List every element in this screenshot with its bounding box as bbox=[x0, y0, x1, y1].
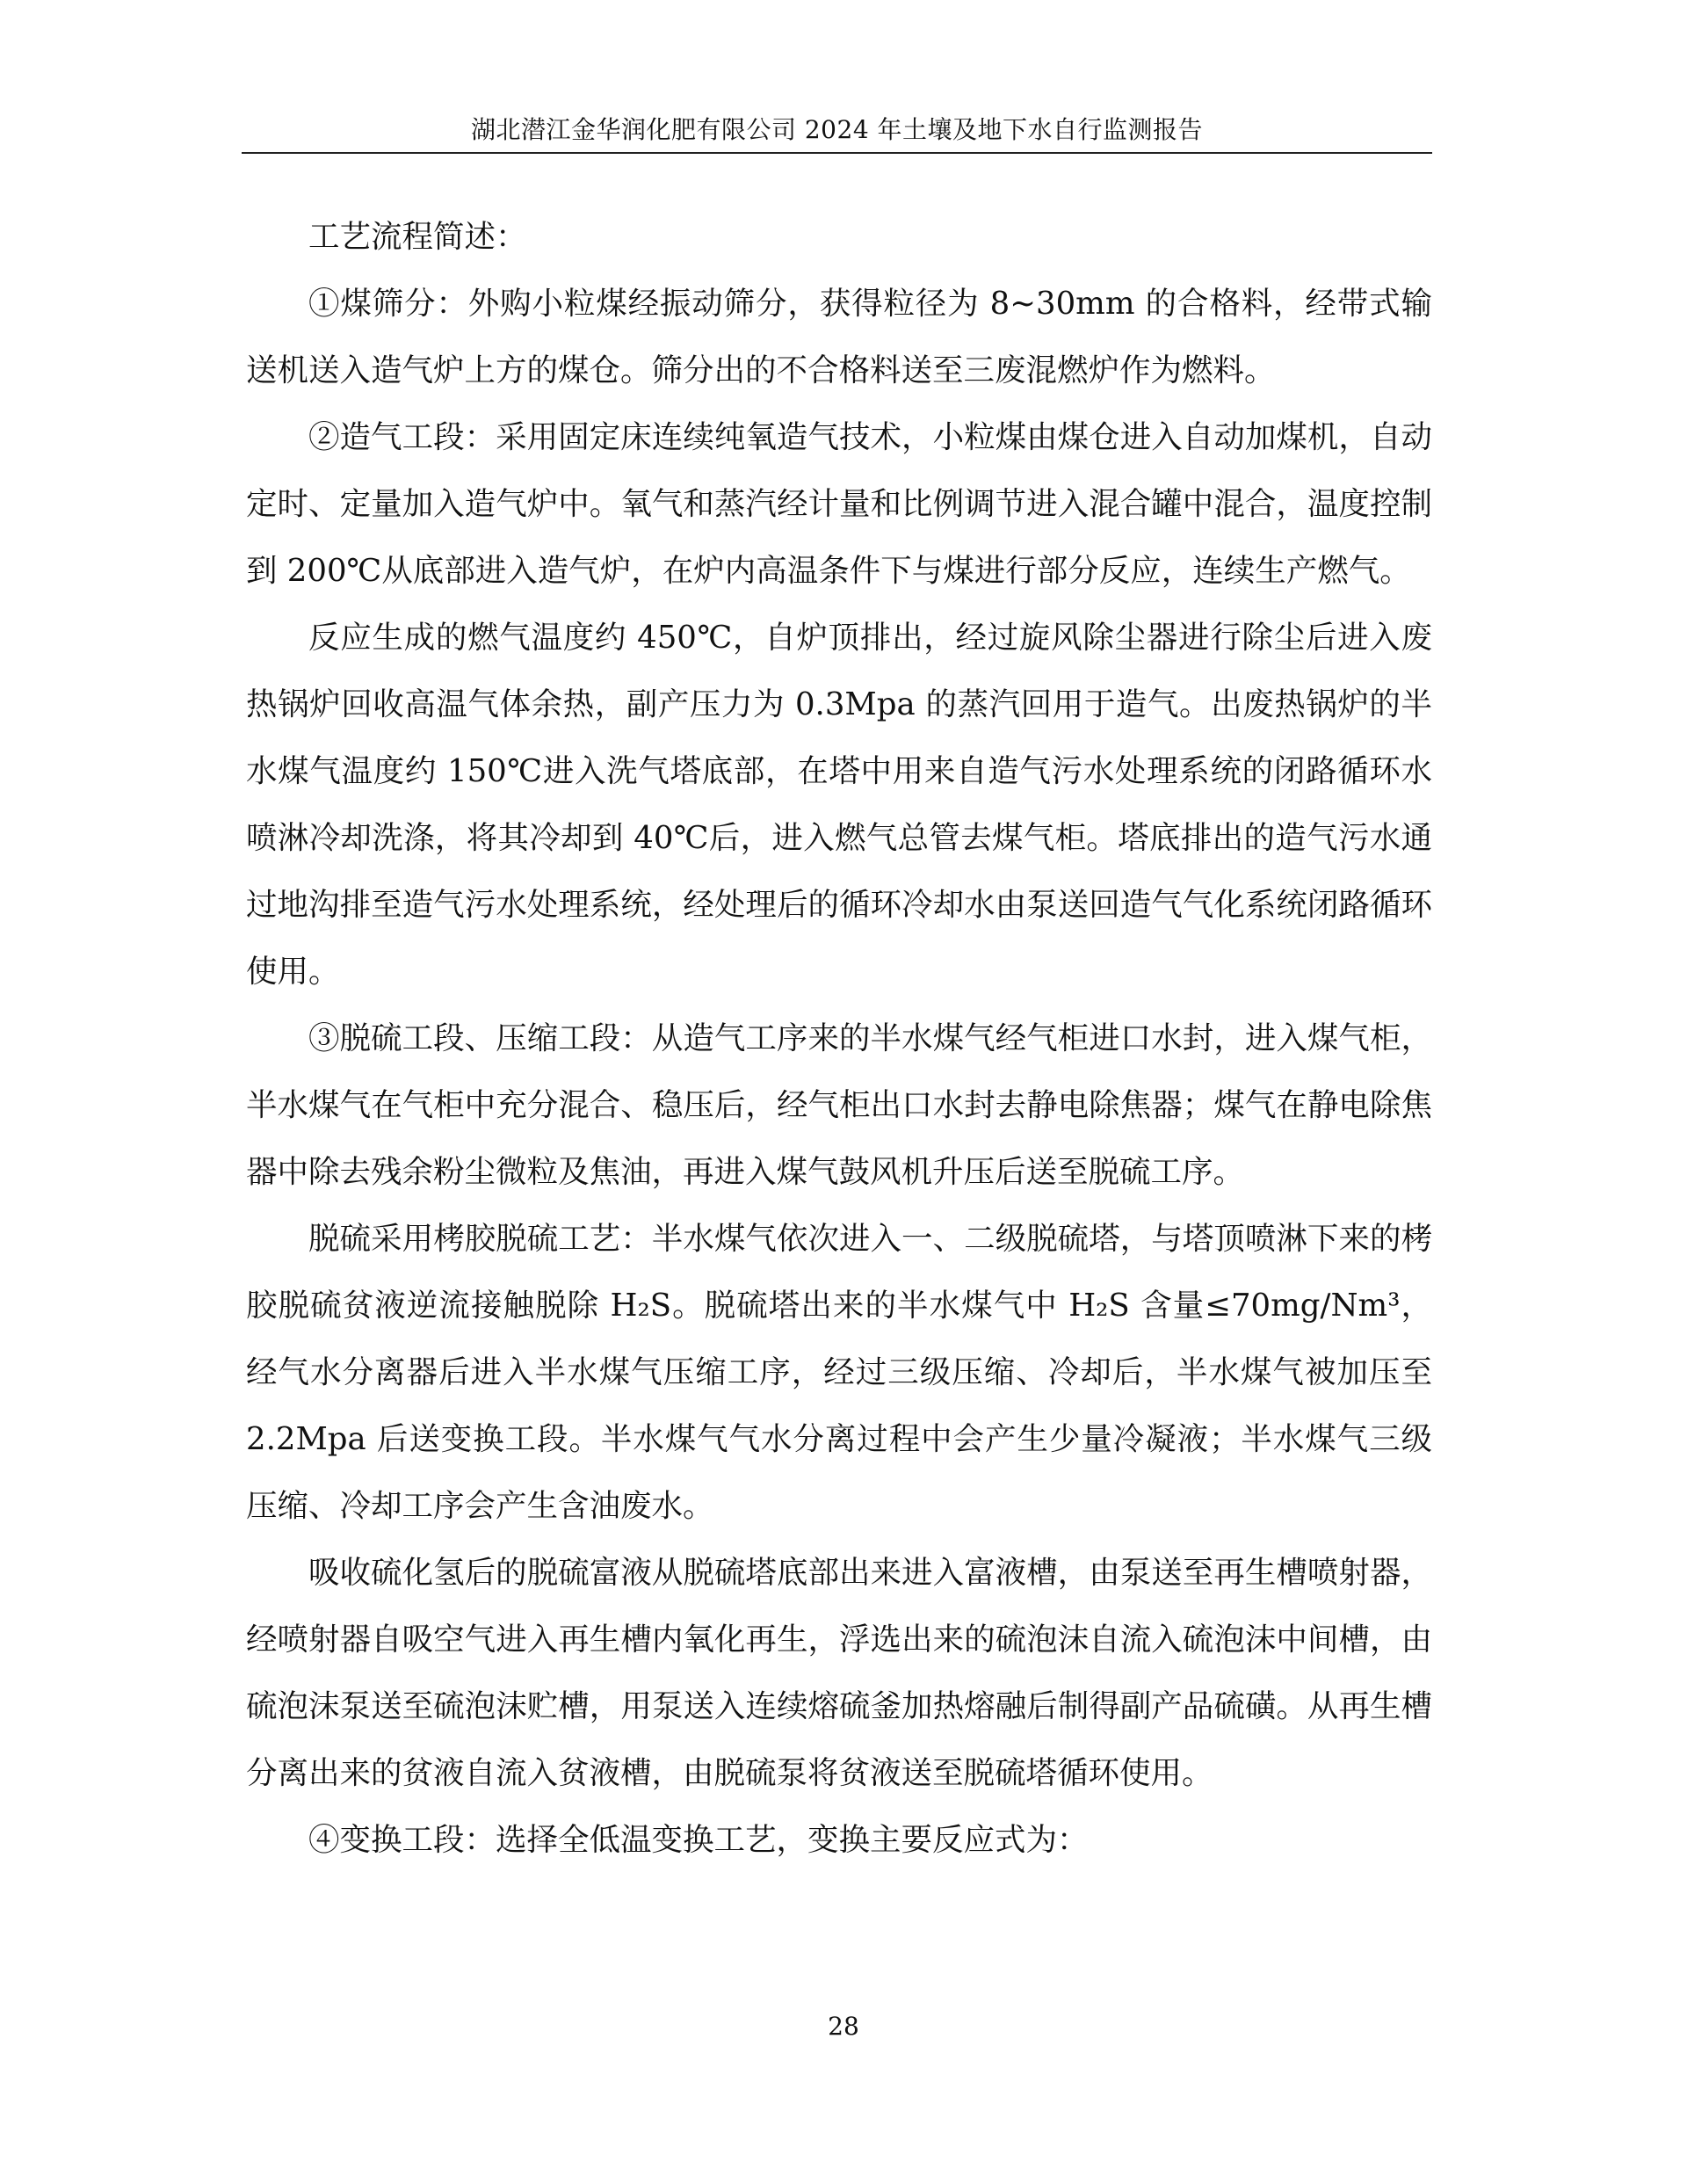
paragraph-shift-conversion: ④变换工段：选择全低温变换工艺，变换主要反应式为： bbox=[308, 1822, 1089, 1858]
paragraph-coal-screening: ①煤筛分：外购小粒煤经振动筛分，获得粒径为 8~30mm 的合格料，经带式输送机送入造气炉上方的煤仓。筛分出的不合格料送至三废混燃炉作为燃料。 bbox=[246, 286, 1432, 388]
paragraph-gas-cooling: 反应生成的燃气温度约 450℃，自炉顶排出，经过旋风除尘器进行除尘后进入废热锅炉回收高温气体余热，副产压力为 0.3Mpa 的蒸汽回用于造气。出废热锅炉的半水煤气温度约 150℃进入洗气塔底部，在塔中用来自造气污水处理系统的闭路循环水喷淋冷却洗涤，将其冷却到 40℃后，进入燃气总管去煤气柜。塔底排出的造气污水通过地沟排至造气污水处理系统，经处理后的循环冷却水由泵送回造气气化系统闭路循环使用。 bbox=[246, 620, 1432, 990]
section-intro-heading: 工艺流程简述： bbox=[308, 219, 527, 255]
paragraph-tannin-desulfurization: 脱硫采用栲胶脱硫工艺：半水煤气依次进入一、二级脱硫塔，与塔顶喷淋下来的栲胶脱硫贫液逆流接触脱除 H₂S。脱硫塔出来的半水煤气中 H₂S 含量≤70mg/Nm³，经气水分离器后进入半水煤气压缩工序，经过三级压缩、冷却后，半水煤气被加压至 2.2Mpa 后送变换工段。半水煤气气水分离过程中会产生少量冷凝液；半水煤气三级压缩、冷却工序会产生含油废水。 bbox=[246, 1221, 1432, 1524]
paragraph-gasification-section: ②造气工段：采用固定床连续纯氧造气技术，小粒煤由煤仓进入自动加煤机，自动定时、定量加入造气炉中。氧气和蒸汽经计量和比例调节进入混合罐中混合，温度控制到 200℃从底部进入造气炉，在炉内高温条件下与煤进行部分反应，连续生产燃气。 bbox=[246, 419, 1432, 589]
document-body bbox=[246, 204, 1432, 1874]
paragraph-sulfur-recovery: 吸收硫化氢后的脱硫富液从脱硫塔底部出来进入富液槽，由泵送至再生槽喷射器，经喷射器自吸空气进入再生槽内氧化再生，浮选出来的硫泡沫自流入硫泡沫中间槽，由硫泡沫泵送至硫泡沫贮槽，用泵送入连续熔硫釜加热熔融后制得副产品硫磺。从再生槽分离出来的贫液自流入贫液槽，由脱硫泵将贫液送至脱硫塔循环使用。 bbox=[246, 1555, 1432, 1791]
header-divider bbox=[242, 152, 1432, 154]
paragraph-desulfurization-compression: ③脱硫工段、压缩工段：从造气工序来的半水煤气经气柜进口水封，进入煤气柜，半水煤气在气柜中充分混合、稳压后，经气柜出口水封去静电除焦器；煤气在静电除焦器中除去残余粉尘微粒及焦油，再进入煤气鼓风机升压后送至脱硫工序。 bbox=[246, 1020, 1432, 1190]
page-header-title: 湖北潜江金华润化肥有限公司 2024 年土壤及地下水自行监测报告 bbox=[470, 115, 1204, 144]
page-number: 28 bbox=[828, 2012, 859, 2041]
